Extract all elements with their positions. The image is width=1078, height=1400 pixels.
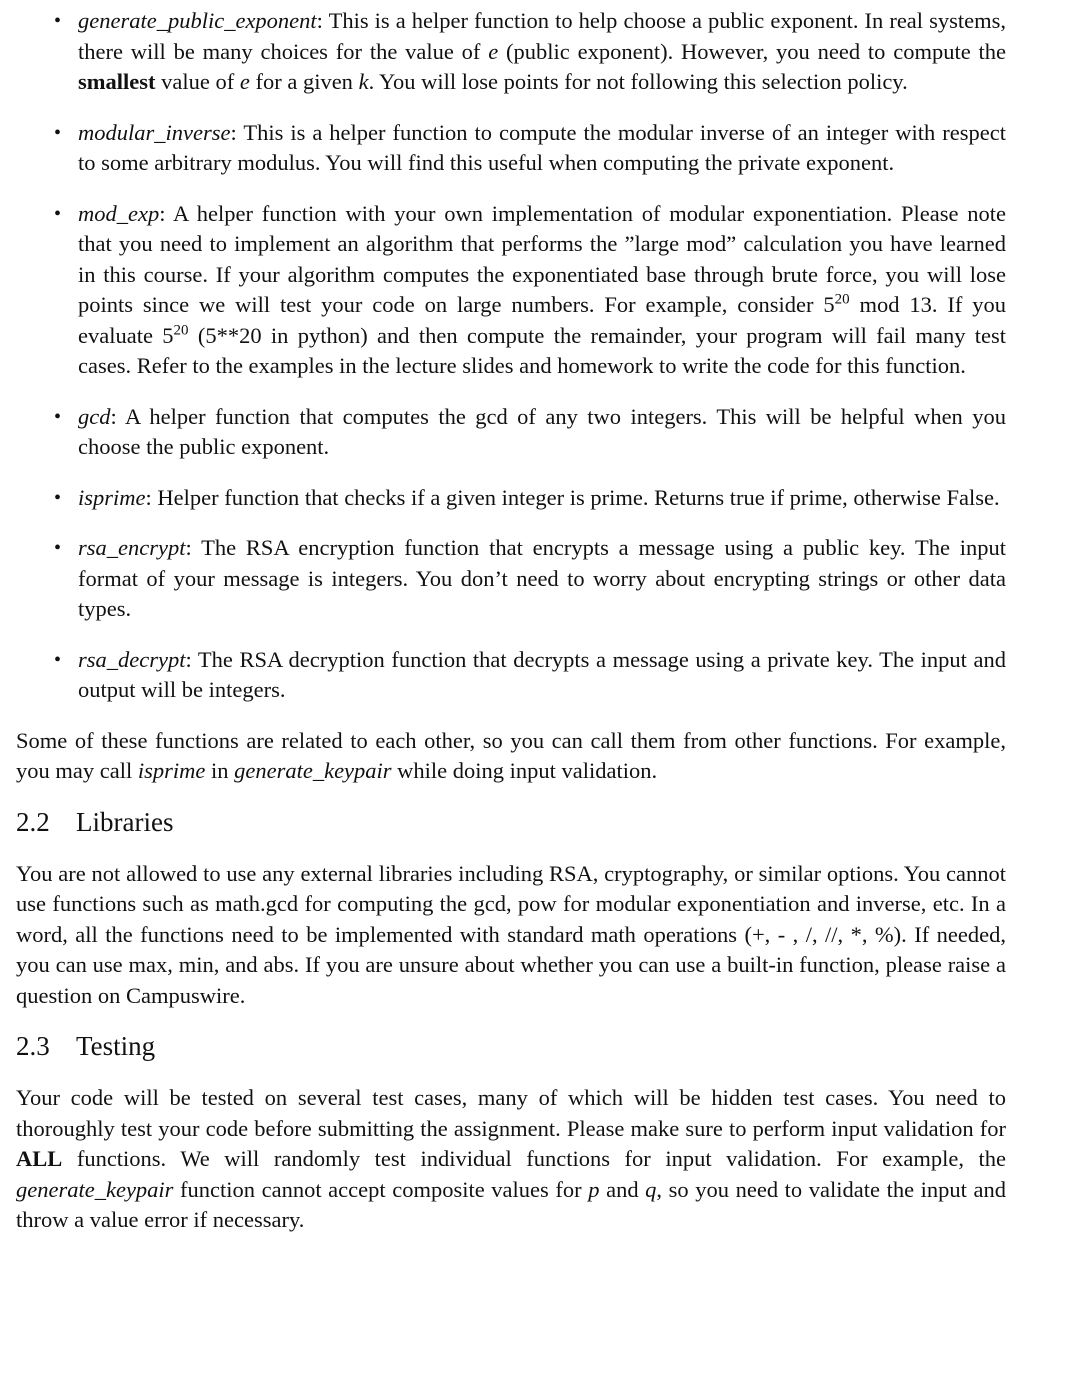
item-text: rsa_decrypt: The RSA decryption function that decrypts a message using a private key. The input and output will be integers. xyxy=(78,646,1006,702)
list-item xyxy=(16,199,1006,382)
libraries-paragraph: You are not allowed to use any external libraries including RSA, cryptography, or similar options. You cannot use functions such as math.gcd for computing the gcd, pow for modular exponentiation and inverse, etc. In a word, all the functions need to be implemented with standard math operations (+, - , /, //, *, %). If needed, you can use max, min, and abs. If you are unsure about whether you can use a built-in function, please raise a question on Campuswire. xyxy=(16,860,1006,1008)
item-text: isprime: Helper function that checks if a given integer is prime. Returns true if prime, otherwise False. xyxy=(78,484,1000,510)
section-number: 2.2 xyxy=(16,806,50,837)
testing-paragraph: Your code will be tested on several test cases, many of which will be hidden test cases. You need to thoroughly test your code before submitting the assignment. Please make sure to perform input validation for ALL functions. We will randomly test individual functions for input validation. For example, the generate_keypair function cannot accept composite values for p and q, so you need to validate the input and throw a value error if necessary. xyxy=(16,1085,1006,1232)
list-item xyxy=(16,402,1006,463)
section-title: Testing xyxy=(76,1031,156,1061)
section-title: Libraries xyxy=(76,806,174,837)
function-list xyxy=(16,6,1006,706)
function-name: gcd xyxy=(78,403,111,429)
list-item xyxy=(16,483,1006,514)
item-text: gcd: A helper function that computes the gcd of any two integers. This will be helpful when you choose the public exponent. xyxy=(78,403,1006,459)
bullet-icon: • xyxy=(54,405,62,428)
bullet-icon: • xyxy=(54,121,62,144)
item-text: mod_exp: A helper function with your own implementation of modular exponentiation. Please note that you need to implement an algorithm that performs the ”large mod” calculation you have learned in this course. If your algorithm computes the exponentiated base through brute force, you will lose points since we will test your code on large numbers. For example, consider $5^{20}$ mod 13. If you evaluate $5^{20}$ (5**20 in python) and then compute the remainder, your program will fail many test cases. Refer to the examples in the lecture slides and homework to write the code for this function. xyxy=(78,200,1007,378)
list-item xyxy=(16,118,1006,179)
list-item xyxy=(16,533,1006,625)
function-name: rsa_decrypt xyxy=(78,646,186,672)
document-page xyxy=(16,6,1006,1236)
related-functions-paragraph: Some of these functions are related to each other, so you can call them from other functions. For example, you may call isprime in generate_keypair while doing input validation. xyxy=(16,727,1006,783)
function-name: rsa_encrypt xyxy=(78,535,186,560)
item-text: generate_public_exponent: This is a helper function to help choose a public exponent. In real systems, there will be many choices for the value of e (public exponent). However, you need to compute the smallest value of e for a given k. You will lose points for not following this selection policy. xyxy=(78,8,1006,94)
function-name: generate_public_exponent xyxy=(78,8,317,33)
bullet-icon: • xyxy=(54,537,62,559)
bullet-icon: • xyxy=(54,486,62,509)
function-name: modular_inverse xyxy=(78,119,231,145)
section-heading-testing xyxy=(16,1029,1006,1063)
section-number: 2.3 xyxy=(16,1031,50,1061)
item-text: modular_inverse: This is a helper function to compute the modular inverse of an integer with respect to some arbitrary modulus. You will find this useful when computing the private exponent. xyxy=(78,119,1006,175)
list-item xyxy=(16,6,1006,98)
section-heading-libraries xyxy=(16,805,1006,839)
function-name: isprime xyxy=(78,484,146,510)
bullet-icon: • xyxy=(54,202,62,225)
list-item xyxy=(16,645,1006,706)
item-text: rsa_encrypt: The RSA encryption function that encrypts a message using a public key. The input format of your message is integers. You don’t need to worry about encrypting strings or other data types. xyxy=(78,535,1006,621)
function-name: mod_exp xyxy=(78,200,160,226)
bullet-icon: • xyxy=(54,10,62,32)
bullet-icon: • xyxy=(54,648,62,671)
